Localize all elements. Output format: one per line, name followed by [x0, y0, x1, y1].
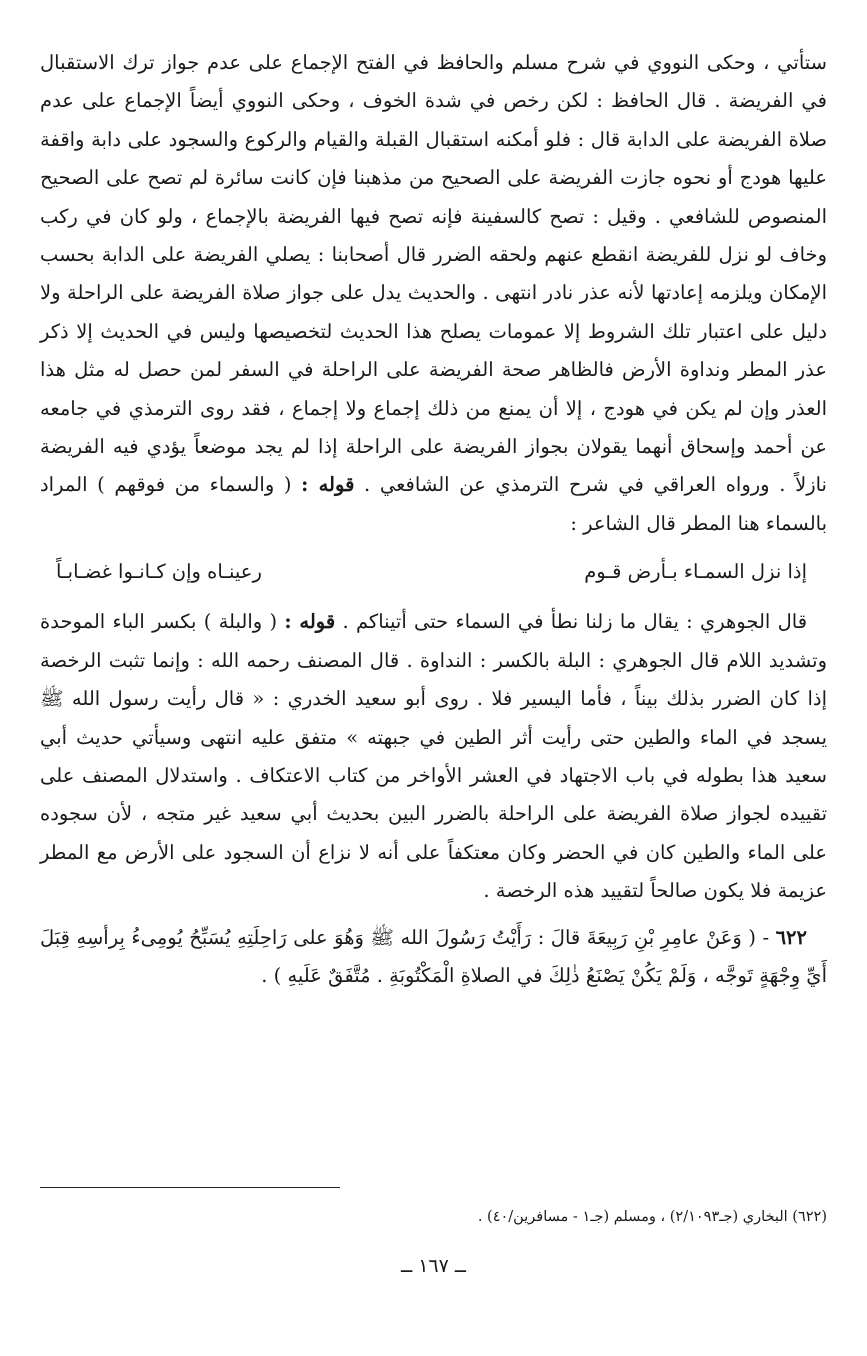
page-body [40, 44, 827, 1015]
hadith-text: - ( وَعَنْ عامِرِ بْنِ رَبِيعَةَ قالَ : رَأَيْتُ رَسُولَ الله ﷺ وَهُوَ على رَاحِلَتِهِ يُسَبِّحُ يُومِىءُ بِرأسِهِ قِبَلَ أَيِّ وِجْهَةٍ تَوجَّه ، وَلَمْ يَكُنْ يَصْنَعُ ذٰلِكَ في الصلاةِ الْمَكْتُوبَةِ . مُتَّفَقٌ عَلَيهِ ) . [40, 925, 827, 987]
paragraph-text: ستأتي ، وحكى النووي في شرح مسلم والحافظ في الفتح الإجماع على عدم جواز ترك الاستقبال في الفريضة . قال الحافظ : لكن رخص في شدة الخوف ، وحكى النووي أيضاً الإجماع على عدم صلاة الفريضة على الدابة قال : فلو أمكنه استقبال القبلة والقيام والركوع والسجود على دابة واقفة عليها هودج أو نحوه جازت الفريضة على الصحيح من مذهبنا فإن كانت سائرة لم تصح على الصحيح المنصوص للشافعي . وقيل : تصح كالسفينة فإنه تصح فيها الفريضة بالإجماع ، ولو كان في ركب وخاف لو نزل للفريضة انقطع عنهم ولحقه الضرر قال أصحابنا : يصلي الفريضة على الدابة بحسب الإمكان ويلزمه إعادتها لأنه عذر نادر انتهى . والحديث يدل على جواز صلاة الفريضة على الراحلة ولا دليل على اعتبار تلك الشروط إلا عمومات يصلح هذا الحديث لتخصيصها وليس في الحديث إلا ذكر عذر المطر ونداوة الأرض فالظاهر صحة الفريضة على الراحلة في السفر لمن حصل له مثل هذا العذر وإن لم يكن في هودج ، إلا أن يمنع من ذلك إجماع ولا إجماع ، فقد روى الترمذي في جامعه عن أحمد وإسحاق أنهما يقولان بجواز الفريضة على الراحلة إذا لم يجد موضعاً يؤدي فيه الفريضة نازلاً . ورواه العراقي في شرح الترمذي عن الشافعي . [40, 51, 827, 497]
paragraph-text: ( والبلة ) بكسر الباء الموحدة وتشديد اللام قال الجوهري : البلة بالكسر : النداوة . قال المصنف رحمه الله : وإنما تثبت الرخصة إذا كان الضرر بذلك بيناً ، فأما اليسير فلا . روى أبو سعيد الخدري : « قال رأيت رسول الله ﷺ يسجد في الماء والطين حتى رأيت أثر الطين في جبهته » متفق عليه انتهى وسيأتي حديث أبي سعيد هذا بطوله في باب الاجتهاد في العشر الأواخر من كتاب الاعتكاف . واستدلال المصنف على تقييده لجواز صلاة الفريضة على الراحلة بالضرر البين بحديث أبي سعيد غير متجه ، لأن سجوده على الماء والطين كان في الحضر وكان معتكفاً على أنه لا نزاع أن السجود على الأرض مع المطر عزيمة فلا يكون صالحاً لتقييد هذه الرخصة . [40, 610, 827, 903]
qawluhu-keyword: قوله : [301, 473, 355, 497]
commentary-paragraph-1 [40, 44, 827, 543]
paragraph-text: ( والسماء من فوقهم ) المراد بالسماء هنا المطر قال الشاعر : [40, 473, 827, 535]
hadith-622 [40, 919, 827, 996]
hadith-number: ٦٢٢ [775, 925, 807, 949]
footnote-divider [40, 1187, 340, 1188]
poem-verse [40, 553, 827, 591]
commentary-paragraph-2 [40, 603, 827, 910]
poem-hemistich-left: رعينـاه وإن كـانـوا غضـابـاً [56, 560, 262, 584]
qawluhu-keyword: قوله : [284, 610, 336, 634]
footnote: (٦٢٢) البخاري (جـ٢/١٠٩٣) ، ومسلم (جـ١ - مسافرين/٤٠) . [477, 1209, 827, 1225]
paragraph-text: قال الجوهري : يقال ما زلنا نطأ في السماء حتى أتيناكم . [342, 610, 808, 634]
poem-hemistich-right: إذا نزل السمـاء بـأرض قـوم [584, 560, 807, 584]
page-number: ــ ١٦٧ ــ [401, 1255, 466, 1277]
